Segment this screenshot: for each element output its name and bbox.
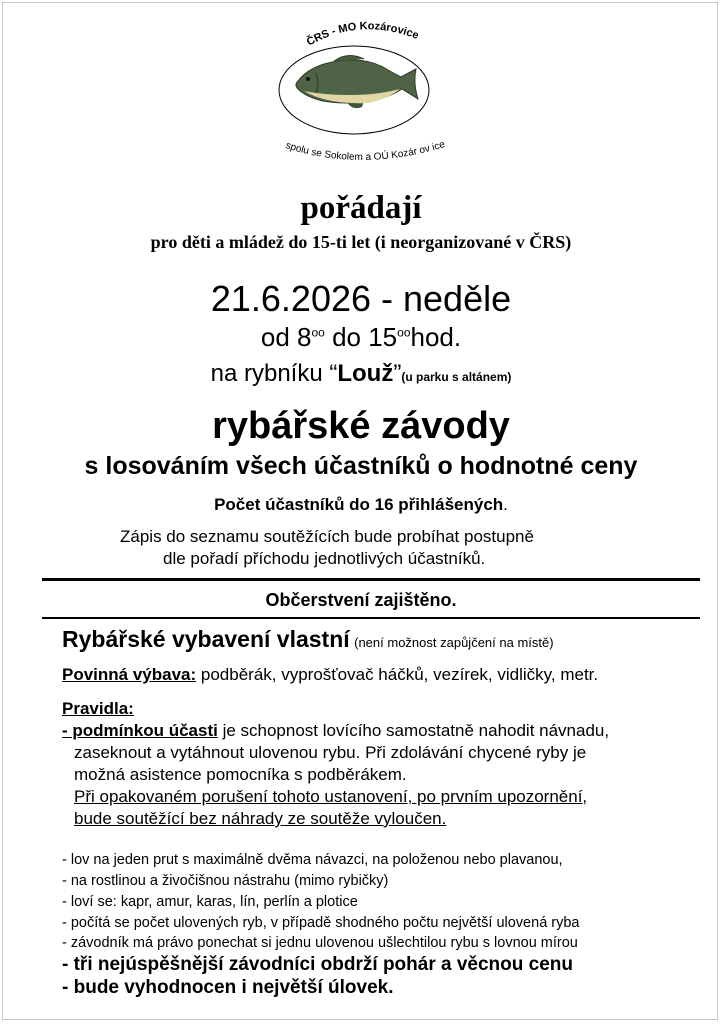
svg-text:ČRS - MO Kozárovice [304, 20, 420, 48]
refreshments: Občerstvení zajištěno. [265, 590, 457, 610]
event-place-note: (u parku s altánem) [401, 370, 512, 384]
divider-top [42, 578, 700, 581]
event-place [0, 360, 722, 388]
divider-bottom [42, 617, 700, 619]
registration-count [0, 495, 722, 515]
event-place-name: Louž [337, 360, 394, 387]
equipment-note: (není možnost zapůjčení na místě) [354, 635, 554, 650]
registration-line-1: Zápis do seznamu soutěžících bude probíhat postupně [120, 527, 534, 546]
logo-org-bottom: spolu se Sokolem a OÚ Kozár ov ice [284, 139, 447, 164]
rules-warning-1: Při opakovaném porušení tohoto ustanovení, po prvním upozornění, [74, 787, 588, 806]
logo-fish-emblem [268, 15, 458, 175]
event-time-to: do 15 [324, 322, 398, 352]
registration-count-dot: . [503, 495, 508, 514]
event-time-to-sup: oo [397, 325, 411, 340]
registration-count-text: Počet účastníků do 16 přihlášených [214, 495, 504, 514]
event-time-from: od 8 [260, 322, 312, 352]
event-place-close: ” [393, 360, 402, 387]
event-time-suffix: hod. [410, 322, 462, 352]
prize-line-1: - tři nejúspěšnější závodníci obdrží pohár a věcnou cenu [62, 954, 573, 975]
header-subtitle: pro děti a mládež do 15-ti let (i neorganizované v ČRS) [150, 232, 572, 252]
rules-list-item: - počítá se počet ulovených ryb, v případě shodného počtu největší ulovená ryba [62, 915, 580, 931]
headline-subtitle: s losováním všech účastníků o hodnotné ceny [84, 452, 638, 480]
event-place-prefix: na rybníku “ [210, 360, 338, 387]
logo-org-top: ČRS - MO Kozárovice [304, 20, 421, 49]
rules-list-item: - loví se: kapr, amur, karas, lín, perlín a plotice [62, 894, 358, 910]
rules-condition [62, 721, 609, 741]
rules-list-item: - závodník má právo ponechat si jednu ulovenou ušlechtilou rybu s lovnou mírou [62, 935, 578, 951]
header-title: pořádají [300, 190, 422, 226]
rules-condition-label: - podmínkou účasti [62, 721, 218, 740]
rules-condition-text: je schopnost lovícího samostatně nahodit návnadu, [217, 721, 610, 740]
rules-heading: Pravidla: [62, 699, 134, 718]
registration-line-2: dle pořadí příchodu jednotlivých účastníků. [163, 549, 486, 568]
equipment-mandatory-label: Povinná výbava: [62, 665, 197, 684]
equipment-heading [62, 626, 554, 653]
event-time-from-sup: oo [311, 325, 325, 340]
rules-warning-2: bude soutěžící bez náhrady ze soutěže vyloučen. [74, 809, 447, 828]
equipment-title: Rybářské vybavení vlastní [62, 626, 350, 652]
rules-line-3: možná asistence pomocníka s podběrákem. [74, 765, 407, 784]
prize-line-2: - bude vyhodnocen i největší úlovek. [62, 977, 394, 998]
equipment-mandatory-text: podběrák, vyprošťovač háčků, vezírek, vidličky, metr. [196, 665, 599, 684]
svg-text:spolu se Sokolem a OÚ Kozár ov [284, 139, 447, 163]
event-time [0, 322, 722, 353]
event-date: 21.6.2026 - neděle [210, 278, 512, 319]
rules-list-item: - lov na jeden prut s maximálně dvěma návazci, na položenou nebo plavanou, [62, 852, 563, 868]
headline-title: rybářské závody [212, 405, 510, 447]
rules-list-item: - na rostlinou a živočišnou nástrahu (mimo rybičky) [62, 873, 389, 889]
equipment-mandatory [62, 665, 598, 685]
rules-line-2: zaseknout a vytáhnout ulovenou rybu. Při zdolávání chycené ryby je [74, 743, 587, 762]
